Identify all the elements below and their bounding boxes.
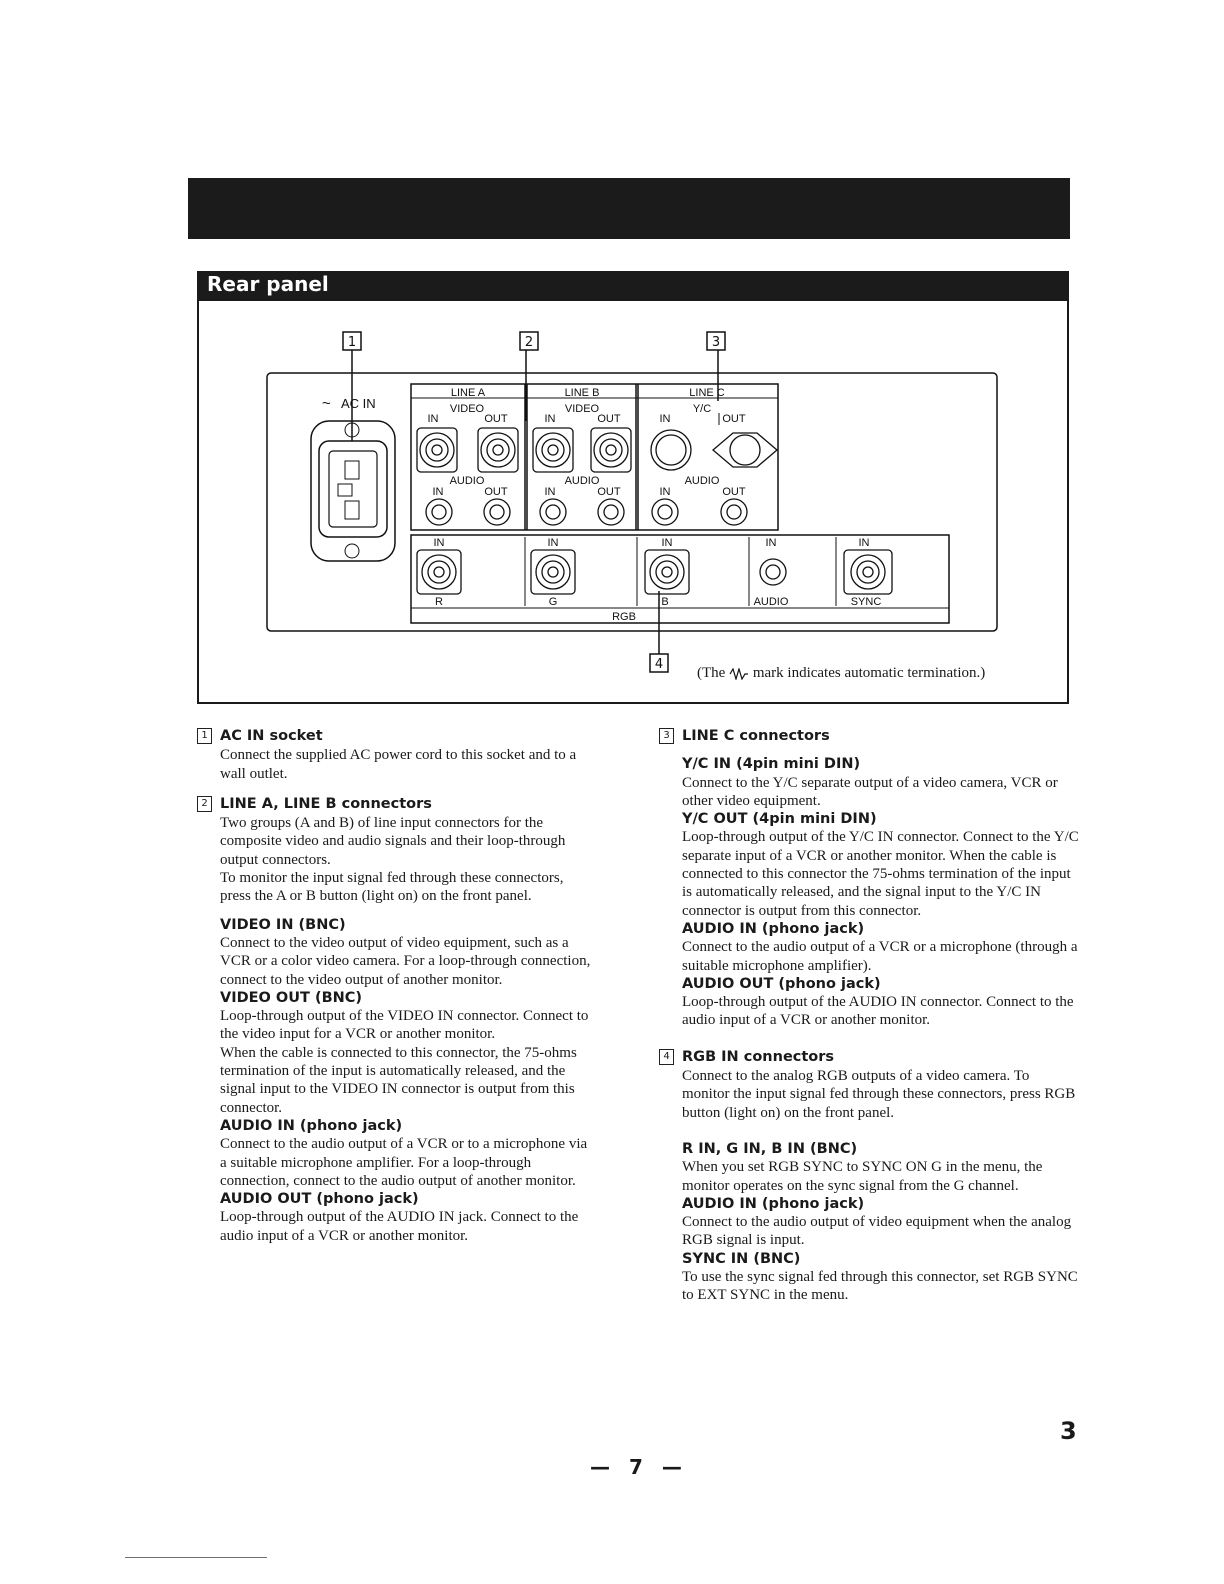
svg-text:VIDEO: VIDEO [564, 403, 600, 415]
rear-panel-title-bar [197, 271, 1069, 301]
svg-text:RGB: RGB [612, 611, 636, 623]
section-number: 3 [659, 728, 674, 744]
section-number: 2 [197, 796, 212, 812]
svg-text:LINE B: LINE B [564, 387, 600, 399]
svg-text:Y/C: Y/C [692, 403, 712, 415]
callout-2 [520, 332, 538, 421]
svg-text:4: 4 [654, 657, 664, 672]
section-line-c: 3 LINE C connectors Y/C IN (4pin mini DIN) Connect to the Y/C separate output of a video camera, VCR or other video equipment. Y/C OUT (4pin mini DIN) Loop-through output of the Y/C IN connector. Connect to the Y/C separate input of a VCR or another monitor. When the cable is connected to this connector the 75-ohms termination of the input is automatically released, and the signal input to the Y/C IN connector is output from this connector. AUDIO IN (phono jack) Connect to the audio output of a VCR or a microphone (through a suitable microphone amplifier). AUDIO OUT (phono jack) Loop-through output of the AUDIO IN connector. Connect to the audio input of a VCR or another monitor. [659, 727, 1079, 1030]
svg-text:OUT: OUT [597, 486, 621, 498]
item-title: R IN, G IN, B IN (BNC) [682, 1140, 858, 1157]
svg-text:B: B [661, 596, 669, 608]
svg-text:OUT: OUT [722, 486, 746, 498]
svg-text:IN: IN [659, 413, 671, 425]
item-title: Y/C IN (4pin mini DIN) [682, 756, 861, 773]
svg-text:IN: IN [432, 486, 444, 498]
svg-text:LINE A: LINE A [450, 387, 486, 399]
svg-text:IN: IN [544, 413, 556, 425]
svg-text:IN: IN [427, 413, 439, 425]
termination-mark-icon [729, 668, 749, 680]
section-rgb-in: 4 RGB IN connectors Connect to the analog RGB outputs of a video camera. To monitor the input signal fed through these connectors, press RGB button (light on) on the front panel. R IN, G IN, B IN (BNC) When you set RGB SYNC to SYNC ON G in the menu, the monitor operates on the sync signal from the G channel. AUDIO IN (phono jack) Connect to the audio output of video equipment when the analog RGB signal is input. SYNC IN (BNC) To use the sync signal fed through this connector, set RGB SYNC to EXT SYNC in the menu. [659, 1048, 1079, 1305]
svg-text:~: ~ [322, 395, 331, 412]
section-ac-in: 1 AC IN socket Connect the supplied AC power cord to this socket and to a wall outlet. [197, 727, 597, 783]
section-title: RGB IN connectors [682, 1048, 835, 1065]
svg-text:IN: IN [544, 486, 556, 498]
section-number: 4 [659, 1049, 674, 1065]
svg-text:OUT: OUT [597, 413, 621, 425]
section-title: LINE C connectors [682, 728, 830, 744]
item-title: SYNC IN (BNC) [682, 1250, 801, 1267]
footer-line [125, 1557, 267, 1558]
svg-text:IN: IN [547, 537, 559, 549]
callout-1 [343, 332, 361, 441]
svg-text:IN: IN [659, 486, 671, 498]
item-title: AUDIO IN (phono jack) [682, 920, 865, 937]
rear-panel-title: Rear panel [207, 272, 329, 296]
section-title: LINE A, LINE B connectors [220, 795, 432, 812]
svg-text:OUT: OUT [484, 413, 508, 425]
line-connectors-block [411, 384, 778, 530]
rgb-connectors-block [411, 535, 949, 623]
item-title: VIDEO OUT (BNC) [220, 989, 363, 1006]
svg-text:AUDIO: AUDIO [564, 475, 600, 487]
termination-note: (The mark indicates automatic termination.) [697, 665, 986, 681]
svg-text:1: 1 [347, 335, 357, 350]
svg-text:R: R [435, 596, 443, 608]
svg-text:VIDEO: VIDEO [449, 403, 485, 415]
item-title: AUDIO IN (phono jack) [220, 1117, 403, 1134]
svg-text:3: 3 [711, 335, 721, 350]
item-title: Y/C OUT (4pin mini DIN) [682, 811, 877, 828]
svg-text:OUT: OUT [722, 413, 746, 425]
svg-text:OUT: OUT [484, 486, 508, 498]
svg-text:AUDIO: AUDIO [684, 475, 720, 487]
svg-text:AUDIO: AUDIO [449, 475, 485, 487]
svg-text:AC IN: AC IN [341, 396, 376, 411]
svg-text:IN: IN [661, 537, 673, 549]
svg-text:IN: IN [858, 537, 870, 549]
item-title: AUDIO OUT (phono jack) [220, 1191, 419, 1208]
svg-text:G: G [548, 596, 558, 608]
chapter-number: 3 [1060, 1417, 1077, 1445]
section-number: 1 [197, 728, 212, 744]
ac-in-socket [311, 395, 395, 561]
item-title: AUDIO IN (phono jack) [682, 1195, 865, 1212]
svg-text:IN: IN [765, 537, 777, 549]
svg-text:AUDIO: AUDIO [753, 596, 789, 608]
svg-text:2: 2 [524, 335, 534, 350]
svg-text:LINE C: LINE C [689, 387, 725, 399]
item-title: VIDEO IN (BNC) [220, 916, 346, 933]
right-column [659, 727, 1079, 1317]
rear-panel-diagram [199, 301, 1067, 702]
section-line-a-b: 2 LINE A, LINE B connectors Two groups (A and B) of line input connectors for the composite video and audio signals and their loop-through output connectors. To monitor the input signal fed through these connectors, press the A or B button (light on) on the front panel. VIDEO IN (BNC) Connect to the video output of video equipment, such as a VCR or a color video camera. For a loop-through connection, connect to the video output of another monitor. VIDEO OUT (BNC) Loop-through output of the VIDEO IN connector. Connect to the video input for a VCR or another monitor. When the cable is connected to this connector, the 75-ohms termination of the input is automatically released, and the signal input to the VIDEO IN connector is output from this connector. AUDIO IN (phono jack) Connect to the audio output of a VCR or to a microphone via a suitable microphone amplifier. For a loop-through connection, connect to the audio output of another monitor. AUDIO OUT (phono jack) Loop-through output of the AUDIO IN jack. Connect to the audio input of a VCR or another monitor. [197, 795, 597, 1245]
header-bar [188, 178, 1070, 239]
item-title: AUDIO OUT (phono jack) [682, 975, 881, 992]
left-column [197, 727, 597, 1257]
svg-text:IN: IN [433, 537, 445, 549]
page-number: — 7 — [590, 1455, 688, 1479]
section-title: AC IN socket [220, 728, 323, 744]
svg-text:SYNC: SYNC [850, 596, 882, 608]
